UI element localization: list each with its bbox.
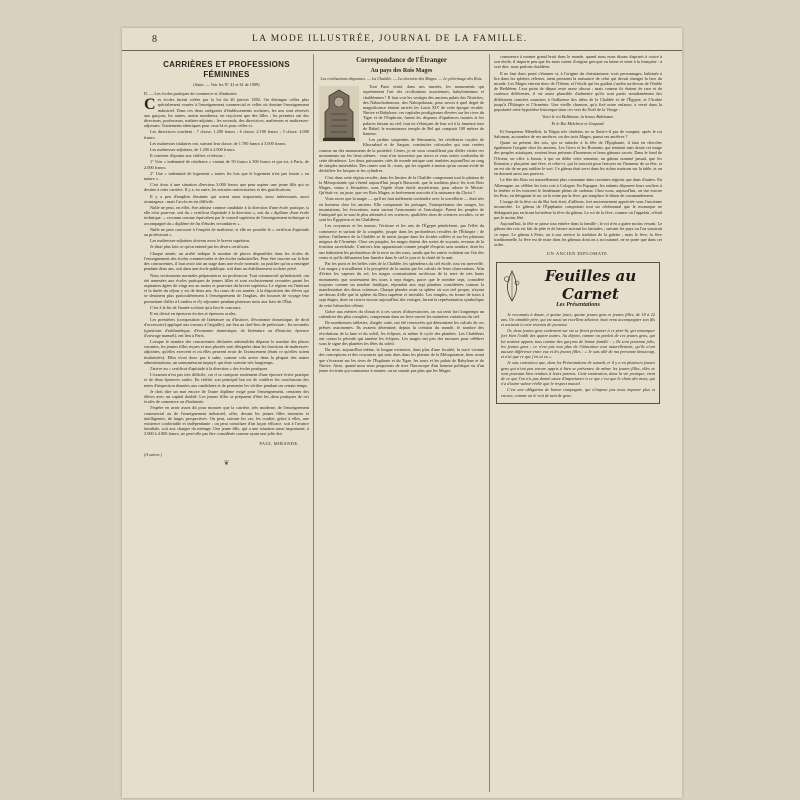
article-paragraph: Vous savez que la magie — qu'il ne faut nullement confondre avec la sorcellerie — était très en honneur chez les anciens. Elle comprenait les présages, l'interprétation des songes, les incantations, les évocations, mais surtout l'astronomie et l'astrologie. Parmi les peuples de l'antiquité qui se sont le plus adonnés à ces sciences, qualifiées alors de sciences occultes, ce ne sont les Égyptiens et les Chaldéens. [319, 196, 484, 223]
author-signature: PAUL MIRANDE. [259, 440, 299, 446]
article-paragraph: Nulle ne peut concourir à l'emploi de maîtresse, si elle ne possède le « certificat d'aptitude au professorat ». [144, 226, 309, 238]
author-signature: UN ANCIEN DIPLOMATE. [546, 251, 610, 257]
article-paragraph: Ces écoles furent créées par la loi du 26 janvier 1892. On distingue celles plus spécialement vouées à l'enseignement commercial et celles où domine l'enseignement industriel. Dans ces deux catégories d'établissements scolaires, les uns sont réservés aux garçons, les autres, moins nombreux, ne reçoivent que des filles ; les premiers ont des directeurs, professeurs, maîtres-adjoints ; les seconds, des directrices, maîtresses et maîtresses-adjointes. Traitements identiques pour ceux-là et pour celles-ci. [144, 96, 309, 129]
column-divider [489, 54, 490, 792]
page-number: 8 [152, 34, 157, 45]
column-divider [313, 54, 314, 792]
article-paragraph: Et l'empereur Ménélick, la Négus très chrétien, ne se flatte-t-il pas de compter, après le roi Salomon, au nombre de ses ancêtres, un des trois Mages, parmi ses ancêtres ? [494, 128, 662, 139]
article-paragraph: Nulle ne peut, en effet, être admise comme candidate à la direction d'une école pratique, si elle n'est pourvue, soit du « certificat d'aptitude à la direction », soit du « diplôme d'une école technique — reconnu comme équivalent par le conseil supérieur de l'enseignement technique et accompagné du « diplôme de fin d'études secondaires ». [144, 205, 309, 226]
article-paragraph: Les maîtresses-adjointes doivent avoir le brevet supérieur. [150, 238, 250, 244]
feuilles-carnet-box [496, 262, 660, 403]
verse-line: Et le Roi Melchior et Gaspard. [551, 121, 605, 127]
article-paragraph: Tout Paris visité, dans nos musées, les monuments qui représentent l'art des civilisations assyriennes, babyloniennes et chaldéennes ! Il faut voir les vestiges des anciens palais des Ninivites, des Nabuchodonosor, des Nabopolassar, pour savoir à quel degré de magnificence étaient arrivés les Louis XIV de cette époque reculée. Ninive et Babylone, ces capitales prodigieuses élevées sur les rives du Tigre et de l'Euphrate, furent les disparus d'opulences inouïes et les palaces faisant au ciel, tout en s'élançant de leur sol à la fameuse tour de Babel, le monstrueux temple de Bel qui comptait 100 mètres de hauteur. [363, 84, 484, 137]
article-paragraph: J'espère en avoir assez dit pour montrer que la carrière, très moderne, de l'enseignement commercial ou de l'enseignement industriel, offre, devant les jeunes filles instruites et intelligentes, de larges perspectives. On peut, suivant les cas, les confier, grâce à elles, une existence confortable et indépendante ; on peut constituer d'un façon efficace, soit à l'avance familiale, soit aux charges du ménage. Une jeune fille, qui a une situation aussi importante, à 3.000 à 4.000 francs, ne peut-elle pas être considérée comme ayant une jolie dot. [144, 405, 309, 437]
article-paragraph: Les directrices touchent : 7 classe, 1.200 francs ; 6 classe, 2.100 francs ; 5 classe, 4.000 francs. [144, 129, 309, 140]
feuilles-title: Feuilles au Carnet [544, 267, 637, 304]
article-paragraph: L'usage de la fève ou du Roi boit était, d'ailleurs, fort anciennement appréciée sous l'ancienne monarchie. Le gâteau de l'Épiphanie comportait tout un cérémonial que le monarque ne dédaignait pas en tirant lui-même la fève du gâteau. Le roi de la fève, comme on l'appelait, n'était pas le moins fêté. [494, 199, 662, 220]
article-paragraph: Les maîtresses titulaires ont, suivant leur classe, de 1.700 francs à 3.000 francs. [150, 140, 287, 146]
article-paragraph: Aujourd'hui, la fête se passe tout entière dans la famille ; le roi n'en a guère moins vexant. Le gâteau des rois est fait de pâte et de beurre suivant les latitudes ; suivant les pays ou l'on soustrait ce repas. Le gâteau à Paris, on à son service la tradition de la galette ; mais le fève, la fève traditionnelle, la fève est de mise dans les gâteaux dont on a accoutumé, ne se porte que dans cet ordre. [494, 221, 662, 247]
article-paragraph: Il convient d'ajouter aux chiffres ci-dessus : [150, 153, 225, 159]
article-paragraph: De nombreuses tablettes, d'argile cuite, ont été retrouvées qui démontrent les calculs de ces prêtres astronomes. Ils avaient déterminé, depuis la création du monde, le nombre des révolutions de la lune et du soleil, les éclipses, et même le cycle des planètes. Les Chaldéens ont connu la période qui ramène les éclipses. Les mages ont pris des mesures pour célébrer sous le signe des planètes les fêtes du soleil. [319, 320, 484, 346]
article-paragraph: C'est dans cette région reculée, dans les limites de la Chaldée comprenant tout le plateau de la Mésopotamie qui s'étend aujourd'hui jusqu'à Bassorah, que la tradition place les trois Rois Mages, venus à Jérusalem, sous l'égide d'une étoile mystérieuse, pour adorer le Messie. Qu'était-ce, au juste, que ces Rois Mages, et brièvement associés à la naissance du Christ ? [319, 174, 484, 196]
article-paragraph: Du reste, aujourd'hui même, la longue existence, dans plus d'une localité, la trace vivante des conceptions et des croyances qui sont dues dans les plaines de la Mésopotamie, bien avant que s'écrasent sur les rives de l'Euphrate et du Tigre, les tours et les palais de Babylone et de Ninive. Ainsi, quand nous nous proposons de tirer l'horoscope d'un homme politique ou d'un jeune écrivain qui commence à monter, on ne saurait pas plus que les Mages. [319, 347, 484, 373]
article-paragraph: Il ne faut donc point s'étonner si, à l'origine du christianisme, trois personnages, habitués à lire dans les sphères célestes, aient pressenti la naissance de celui qui devait changer la face du monde. Les Mages vinrent donc de l'Orient, et l'étoile qui les guidait s'arrêta au-dessus de l'étable de Bethléem. Leur point de départ reste assez obscur ; mais comme ils étaient de race et de couleurs différentes, il est assez plausible d'admettre qu'ils sont partis simultanément des différentes contrées soumises à l'influence des idées de la Chaldée et de l'Égypte, et l'Arabie jusqu'à l'Éthiopie et l'Arménie. Une vieille chanson, qu'a fixé notre enfance, a versé dans la popularité cette hypothèse historique dans ces vers du Noël de la Vierge : [494, 70, 662, 113]
article-paragraph: La fête des Rois est naturellement plus commune dans certaines régions que dans d'autres. En Allemagne, on célèbre les trois rois à Cologne. En Espagne, les enfants déposent leurs souliers à la fenêtre et les trouvent le lendemain pleins de cadeaux. Chez nous, aujourd'hui, on tire encore les Rois, en désignant le roi ou la reine par la fève, qui remplace le bâton de commandement. [494, 177, 662, 199]
feuilles-paragraph: Or, deux jeunes gens seulement sur six se firent présenter à ce père-là, qui remarquer fort bien l'oubli des quatre autres. Au départ, comme on parlait de ces jeunes gens, qui lui avaient apparu tous comme des garçons de bonne famille : « Ils sont pourtant jolis, les jeunes gens ; ce n'est pas non plus de l'éducation tout naturellement, qu'ils n'ont aucune différence entre eux et les jeunes filles : « Je suis allé de ma personne beaucoup, et n'ai que ce que j'en ai vu ». [501, 328, 655, 360]
article-paragraph: Nous sectionnons normales préparatoires au professorat. Tout commercial qu'industriel, ont été annexées aux écoles pratiques de jeunes filles et sont exclusivement recrutées parmi les aspirantes âgées de vingt ans au moins et pourvues du brevet supérieur. Le régime est l'internat et la durée du séjour y est de deux ans. Au cours de ces années, à la disposition des élèves qui se destinent plus particulièrement à l'enseignement de l'anglais, des bourses de voyage leur permettant d'aller à Londres et d'y séjourner pendant plusieurs mois aux frais de l'État. [144, 272, 309, 304]
correspondence-subtitle: Au pays des Rois Mages [370, 68, 433, 74]
article-paragraph: Il est divisé en épreuves écrites et épreuves orales. [150, 310, 237, 316]
feuilles-paragraph: Je suis convaincu que, dans les Présentations de samedi, et il y a eu plusieurs jeunes gens qui n'ont pas encore appris à bien se présenter, de même les jeunes filles, elles se sont pourtant bien rendues à leurs parents. Cette inattention, dans la vie pratique, vient de ce que l'on n'a pas donné assez d'importance à ce que c'est que le choix des mots, qui n'a d'autre valeur réelle que le respect mutuel. [501, 360, 655, 387]
verse-line: Voici le roi Balthazar, la beaux Balthazar. [542, 114, 614, 120]
ornament-divider: ❦ [223, 459, 230, 467]
correspondence-title: Correspondance de l'Étranger [356, 56, 447, 64]
article-paragraph: Par les ports et les belles cités de la Chaldée, les splendeurs du ciel étoilé, tout est merveille. Les mages y travaillaient à la prospérité de la nation par les calculs de leurs observations. Afin d'éviter les vapeurs du sol, les mages construisaient au-dessus de la terre de très hauts monuments que soutenaient des tours à sept étages, parce que le nombre sept, considéré toujours comme un nombre fatidique, répondait aux sept planètes considérées comme la manifestation des dieux créateurs. Chaque planète avait sa sphère où son ciel propre, n'ayant au-dessus d'elle que la sphère du Dieu suprême et invisible. Les temples, en forme de tours à sept étages, dont on trouve encore aujourd'hui des vestiges, furent la représentation symbolique de cette hiérarchie céleste. [319, 260, 484, 308]
article-paragraph: C'est donc à une situation d'environ 3.000 francs que peut aspirer une jeune fille qui se destine à cette carrière. Il y a, en outre, les retraites universitaires et des gratifications. [144, 182, 309, 193]
page-header [122, 28, 682, 51]
section-label: II. — Les écoles pratiques de commerce et d'industrie. [144, 91, 238, 96]
to-be-continued: (A suivre.) [144, 451, 162, 457]
article-paragraph: Je dirai plus loin ce qu'on entend par les divers certificats. [150, 244, 250, 250]
article-paragraph: Chaque année, un arrêté indique le nombre de places disponibles dans les écoles de l'enseignement des écoles commerciales et des écoles industrielles. Pour être inscrite sur la liste des concurrentes, il faut avoir fait un stage dans une école normale, ou justifier qu'on a enseigné pendant deux ans, soit dans une école publique, soit dans un établissement scolaire privé. [144, 250, 309, 272]
left-column [144, 54, 309, 792]
careers-title: CARRIÈRES ET PROFESSIONS FÉMININES [163, 60, 290, 79]
feuilles-paragraph: C'est une obligation de bonne compagnie, qui n'impose pas nous imposer plus et encore, comme on le voit de tant de gens. [501, 387, 655, 398]
article-lede: Les civilisations disparues. — La Chaldée. — La doctrine des Mages. — Le pèlerinage des Rois. [320, 76, 483, 81]
article-paragraph: Lorsque le nombre des concurrentes déclarées admissibles dépasse le nombre des places vacantes, les jeunes filles reçues et non placées sont désignées dans les fonctions de maîtresses-adjointes, qu'elles exercent et où elles peuvent avoir de l'avancement (étant ce qu'elles soient titularisées). Elles n'ont donc pas à subir, comme cela arrive dans la plupart des autres administrations, un surnumérariat impayé, qui dure souvent très longtemps. [144, 338, 309, 365]
article-paragraph: Les maîtresses-adjointes, de 1.200 à 2.000 francs. [150, 147, 236, 153]
article-paragraph: Grâce aux mérites du climat et à ces sortes d'observatoires, on sut tenir fort longtemps un calendrier des plus complets, comprenant dans un livre ouvert les moindres variations du ciel. [319, 308, 484, 319]
article-paragraph: Il y a peu d'emplois féminins qui soient aussi importants, aussi intéressants, aussi avantageux : mais l'accès en est difficile. [144, 193, 309, 204]
article-paragraph: Quant au présent des rois, qui se rattache à la fête de l'Épiphanie, il faut en chercher également l'origine chez les anciens. Les Grecs et les Romains, qui tenaient sans doute cet usage des peuples asiatiques, avaient leurs présents d'honneurs et leurs gâteaux sacrés. Dans le fond de l'Orient, on offre à Junon, à qui on dédie cette semaine, un gâteau nommé janual, que les Romains y plaçaient une fève, et celui-ci, qui la trouvait pour festoyer en l'honneur de sa fête, et on est sûr de ne pas oublier le sort. Ce gâteau était servi dans les riches maisons sur la table, et on en donnait aussi aux pauvres. [494, 140, 662, 177]
middle-column [319, 54, 484, 792]
idol-illustration [319, 86, 359, 142]
article-paragraph: J'arrive au « certificat d'aptitude à la direction » des écoles pratiques. [150, 365, 269, 371]
article-paragraph: 2° Une « indemnité de logement » toutes les fois que le logement n'est pas fourni « en nature ». [144, 170, 309, 182]
article-paragraph: 1° Une « indemnité de résidence » variant de 50 francs à 300 francs et qui est, à Paris, de 2.000 francs. [144, 159, 309, 170]
flower-ornament-icon [501, 267, 523, 303]
right-column [494, 54, 662, 792]
article-paragraph: L'examen n'est pas très difficile, car il se compose seulement d'une épreuve écrite pratique et de deux épreuves orales. En réalité, son principal but est de conférer les conclusions des notes d'inspection données aux candidates et de permettre les vérifier pendant un certain temps. [144, 372, 309, 388]
article-paragraph: Je dois dire un mot encore de l'autre diplôme exigé pour l'enseignement, certaines des élèves avec un capital doublé. Les jeunes filles se préparent d'être les deux pratiques de ces écoles de commerce ou d'industrie. [144, 388, 309, 405]
article-paragraph: Les croyances et les mœurs, l'écriture et les arts de l'Égypte pénétrèrent, par l'effet du commerce et surtout de la conquête, jusque dans les profondeurs reculées de l'Éthiopie ; de même, l'influence de la Chaldée se fit sentir jusque dans les froides vallées et sur les plateaux neigeux de l'Arménie. Chez ces peuples, les mages étaient des sortes de voyants, revenus de la fonction sacerdotale. L'univers leur apparaissait comme peuplé d'esprits sans nombre, dont les uns habitaient les profondeurs de la terre ou des eaux, tandis que les autres voilaient sur l'air des vents et qu'ils diffusaient leur lumière dans le ciel le jour et la clarté de la nuit. [319, 223, 484, 260]
article-paragraph: Les jardins suspendus de Sémiramis, les résidences royales de Khorsabad et de Sargon, construites colossales qui sont restées comme un des monuments de la postérité. Certes, je ne vous conseillerai pas d'aller visiter ces monuments sur les lieux mêmes : vous n'en trouveriez pas traces et vous seriez confondus de cette décadence. Les deux puissantes cités de monde antique sont tombées aujourd'hui au rang de simples misérables. Des ruines sont là ; mais, qui les regarde à moins qu'un savant avide de déchiffrer les briques et les cylindres. [319, 137, 484, 174]
article-paragraph: commence à monter grand bruit dans le monde, quand nous nous disons disposés à croire à son étoile, il importe peu que les mots soient d'origine grecque ou latine et vient à la française : à vrai dire, nous parlons chaldéen. [494, 54, 662, 70]
article-paragraph: Les premières (composition de littérature ou d'histoire, d'économie domestique, de droit d'accessoire) appliqué aux travaux à l'aiguille), ont lieu au chef-lieu de préfecture ; les secondes (questions d'arithmétique, d'économie domestique, de littérature ou d'histoire, épreuve d'ouvrage manuel), ont lieu à Paris. [144, 317, 309, 338]
journal-title: LA MODE ILLUSTRÉE, JOURNAL DE LA FAMILLE. [252, 34, 528, 44]
continuation-note: (Suite. — Voir les N° 41 et 61 de 1909) [193, 82, 260, 87]
feuilles-paragraph: Je reconnais à douze, à quinze jours, quinze jeunes gens et jeunes filles, de 18 à 22 ans. Un aimable père, qui est aussi un excellent zélateur, était venu accompagner son fils et assistait à cette réunion de jeunesse. [501, 311, 655, 327]
journal-page [122, 28, 682, 798]
article-paragraph: C'est à la fin de l'année scolaire qu'a lieu le concours. [150, 304, 242, 310]
feuilles-subtitle: Les Présentations [556, 302, 600, 309]
drop-cap: C [144, 96, 156, 114]
